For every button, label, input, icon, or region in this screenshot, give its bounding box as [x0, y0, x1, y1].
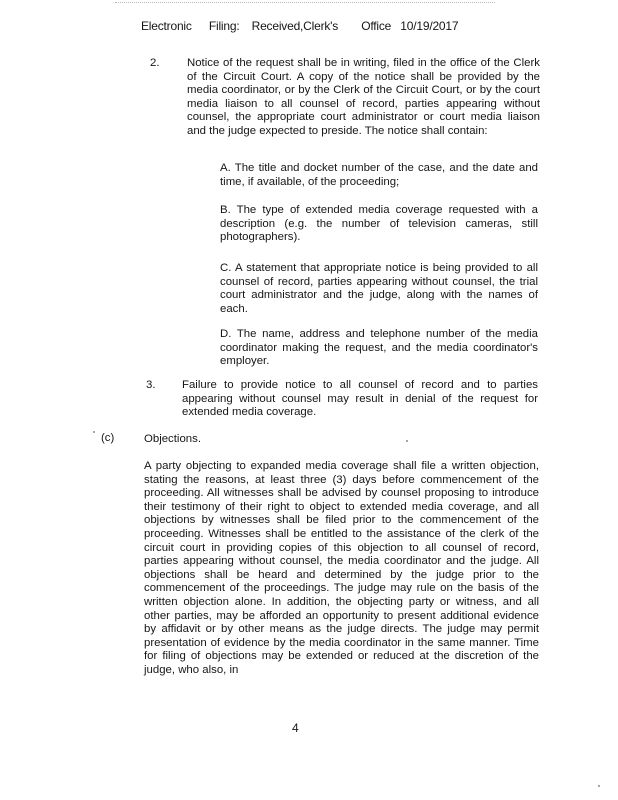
- item-3-text: Failure to provide notice to all counsel of record and to parties appearing without counsel may result in denial of the request for extended media coverage.: [182, 379, 538, 419]
- electronic-filing-stamp: [141, 20, 481, 34]
- stamp-received: Received,Clerk's: [251, 19, 339, 33]
- scan-speck: [93, 431, 95, 433]
- stamp-office: Office: [361, 19, 392, 33]
- page-number: 4: [292, 721, 299, 735]
- item-2-text: Notice of the request shall be in writing, filed in the office of the Clerk of the Circuit Court. A copy of the notice shall be provided by the media coordinator, or by the Clerk of the Circuit Court, or by the court media liaison to all counsel of record, parties appearing without counsel, the appropriate court administrator or court media liaison and the judge expected to preside. The notice shall contain:: [187, 57, 540, 137]
- scan-speck: [406, 440, 408, 442]
- stamp-electronic: Electronic: [141, 19, 192, 33]
- section-c-label: (c): [101, 432, 115, 444]
- scan-speck: [598, 785, 600, 787]
- stamp-filing: Filing:: [208, 19, 240, 33]
- subitem-c: C. A statement that appropriate notice is being provided to all counsel of record, parties appearing without counsel, the trial court administrator and the judge, along with the names of each.: [220, 262, 538, 315]
- item-2-number: 2.: [150, 57, 160, 69]
- section-c-heading: Objections.: [144, 433, 201, 445]
- section-c-body: A party objecting to expanded media coverage shall file a written objection, stating the reasons, at least three (3) days before commencement of the proceeding. All witnesses shall be advised by counsel proposing to introduce their testimony of their right to object to extended media coverage, and all objections by witnesses shall be filed prior to the commencement of the proceeding. Witnesses shall be entitled to the assistance of the clerk of the circuit court in providing copies of this objection to all counsel of record, parties appearing without counsel, the media coordinator and the judge. All objections shall be heard and determined by the judge prior to the commencement of the proceedings. The judge may rule on the basis of the written objection alone. In addition, the objecting party or witness, and all other parties, may be afforded an opportunity to present additional evidence by affidavit or by other means as the judge directs. The judge may permit presentation of evidence by the media coordinator in the same manner. Time for filing of objections may be extended or reduced at the discretion of the judge, who also, in: [144, 460, 539, 676]
- subitem-b: B. The type of extended media coverage requested with a description (e.g. the number of television cameras, still photographers).: [220, 204, 538, 244]
- subitem-d: D. The name, address and telephone number of the media coordinator making the request, and the media coordinator's employer.: [220, 328, 538, 368]
- stamp-date: 10/19/2017: [400, 19, 459, 33]
- item-3-number: 3.: [146, 379, 156, 391]
- subitem-a: A. The title and docket number of the case, and the date and time, if available, of the proceeding;: [220, 162, 538, 188]
- scan-artifact-dots: [115, 2, 495, 5]
